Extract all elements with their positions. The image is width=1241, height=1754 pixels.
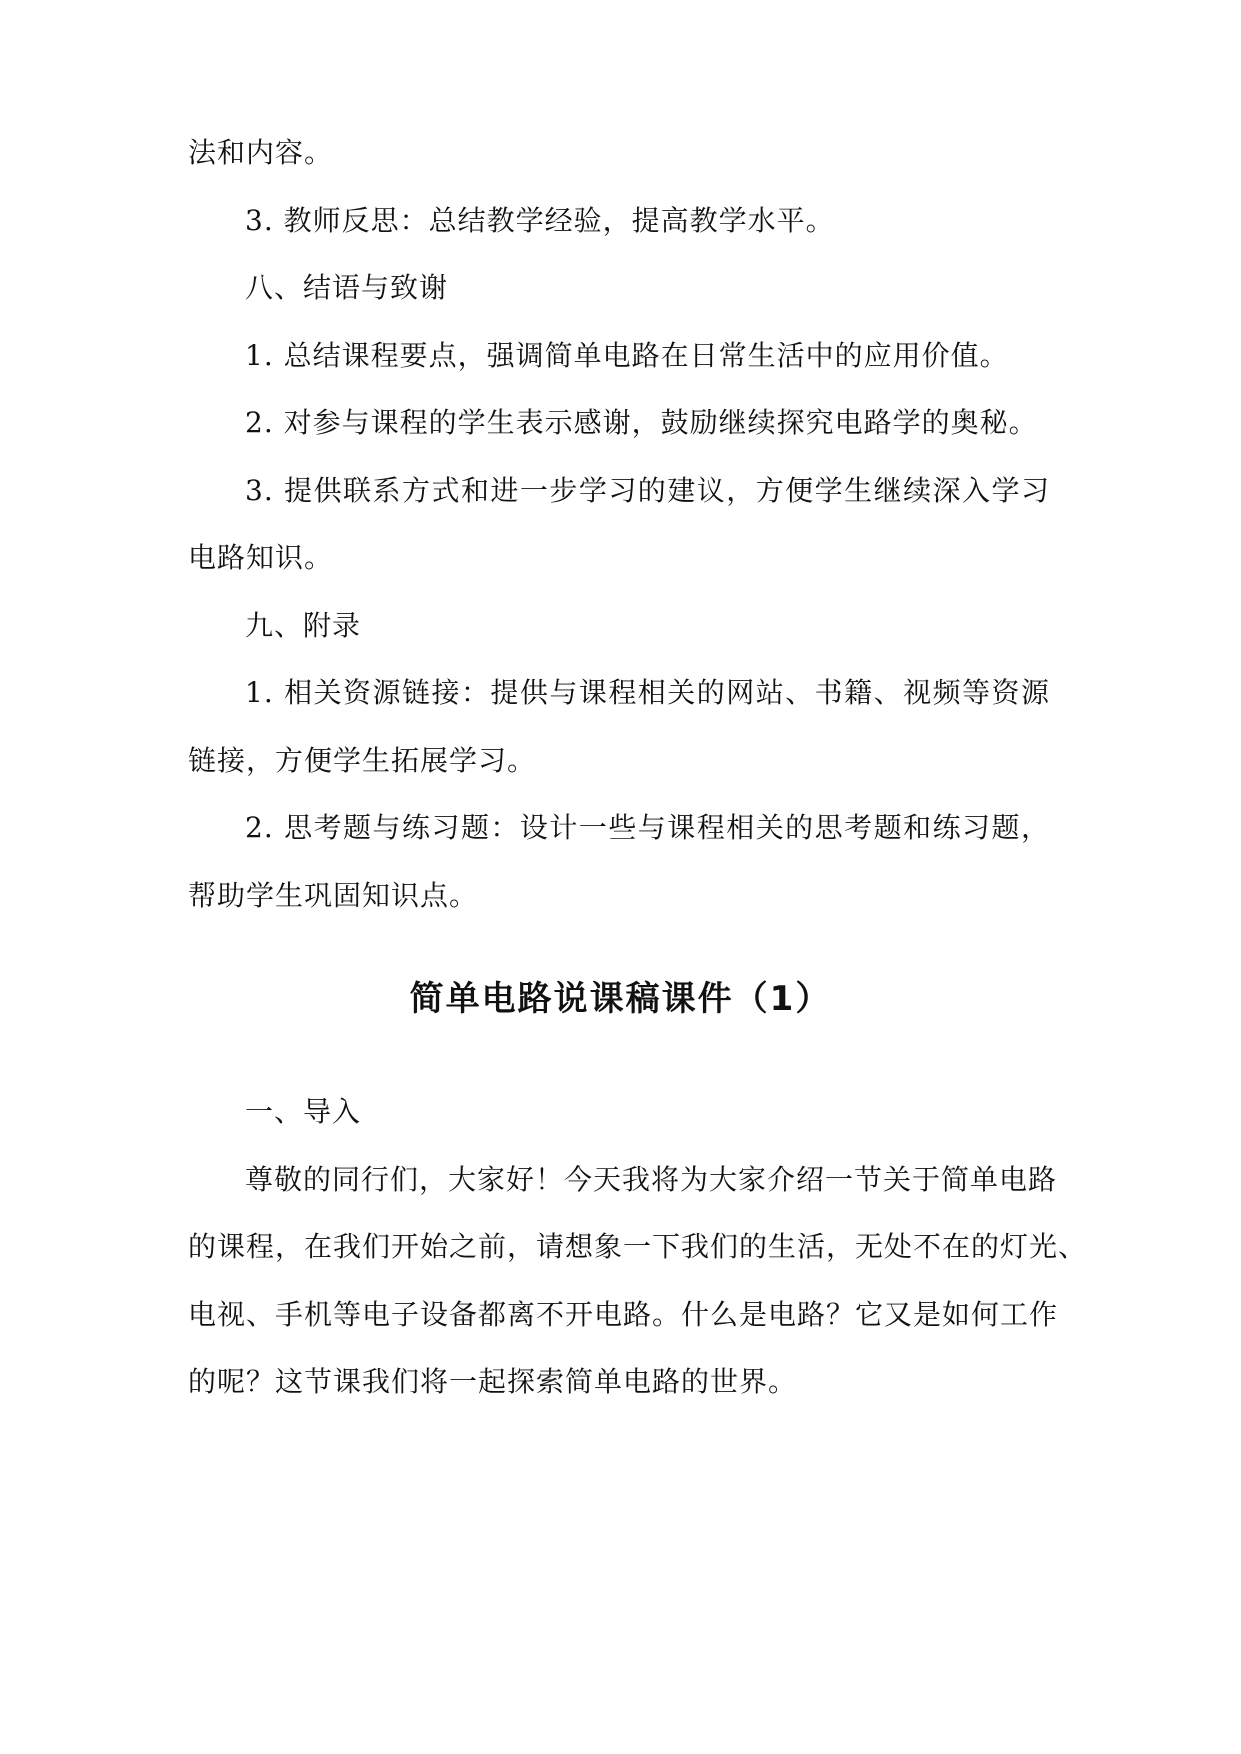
- list-item: 2. 思考题与练习题：设计一些与课程相关的思考题和练习题，: [245, 811, 1050, 844]
- section-heading: 八、结语与致谢: [245, 271, 449, 304]
- list-item: 2. 对参与课程的学生表示感谢，鼓励继续探究电路学的奥秘。: [245, 406, 1038, 439]
- document-title: 简单电路说课稿课件（1）: [409, 979, 832, 1019]
- list-item: 1. 总结课程要点，强调简单电路在日常生活中的应用价值。: [245, 339, 1009, 372]
- paragraph-line: 帮助学生巩固知识点。: [188, 879, 479, 912]
- paragraph-line: 的呢？这节课我们将一起探索简单电路的世界。: [188, 1365, 798, 1398]
- paragraph-line: 法和内容。: [188, 136, 334, 169]
- list-item: 3. 教师反思：总结教学经验，提高教学水平。: [245, 204, 835, 237]
- list-item: 3. 提供联系方式和进一步学习的建议，方便学生继续深入学习: [245, 474, 1050, 507]
- list-item: 1. 相关资源链接：提供与课程相关的网站、书籍、视频等资源: [245, 676, 1050, 709]
- paragraph-line: 电视、手机等电子设备都离不开电路。什么是电路？它又是如何工作: [188, 1298, 1059, 1331]
- paragraph-line: 电路知识。: [188, 541, 334, 574]
- paragraph-line: 的课程，在我们开始之前，请想象一下我们的生活，无处不在的灯光、: [188, 1230, 1088, 1263]
- paragraph-line: 尊敬的同行们，大家好！今天我将为大家介绍一节关于简单电路: [245, 1163, 1058, 1196]
- section-heading: 九、附录: [245, 609, 362, 642]
- paragraph-line: 链接，方便学生拓展学习。: [188, 744, 537, 777]
- section-heading: 一、导入: [245, 1095, 362, 1128]
